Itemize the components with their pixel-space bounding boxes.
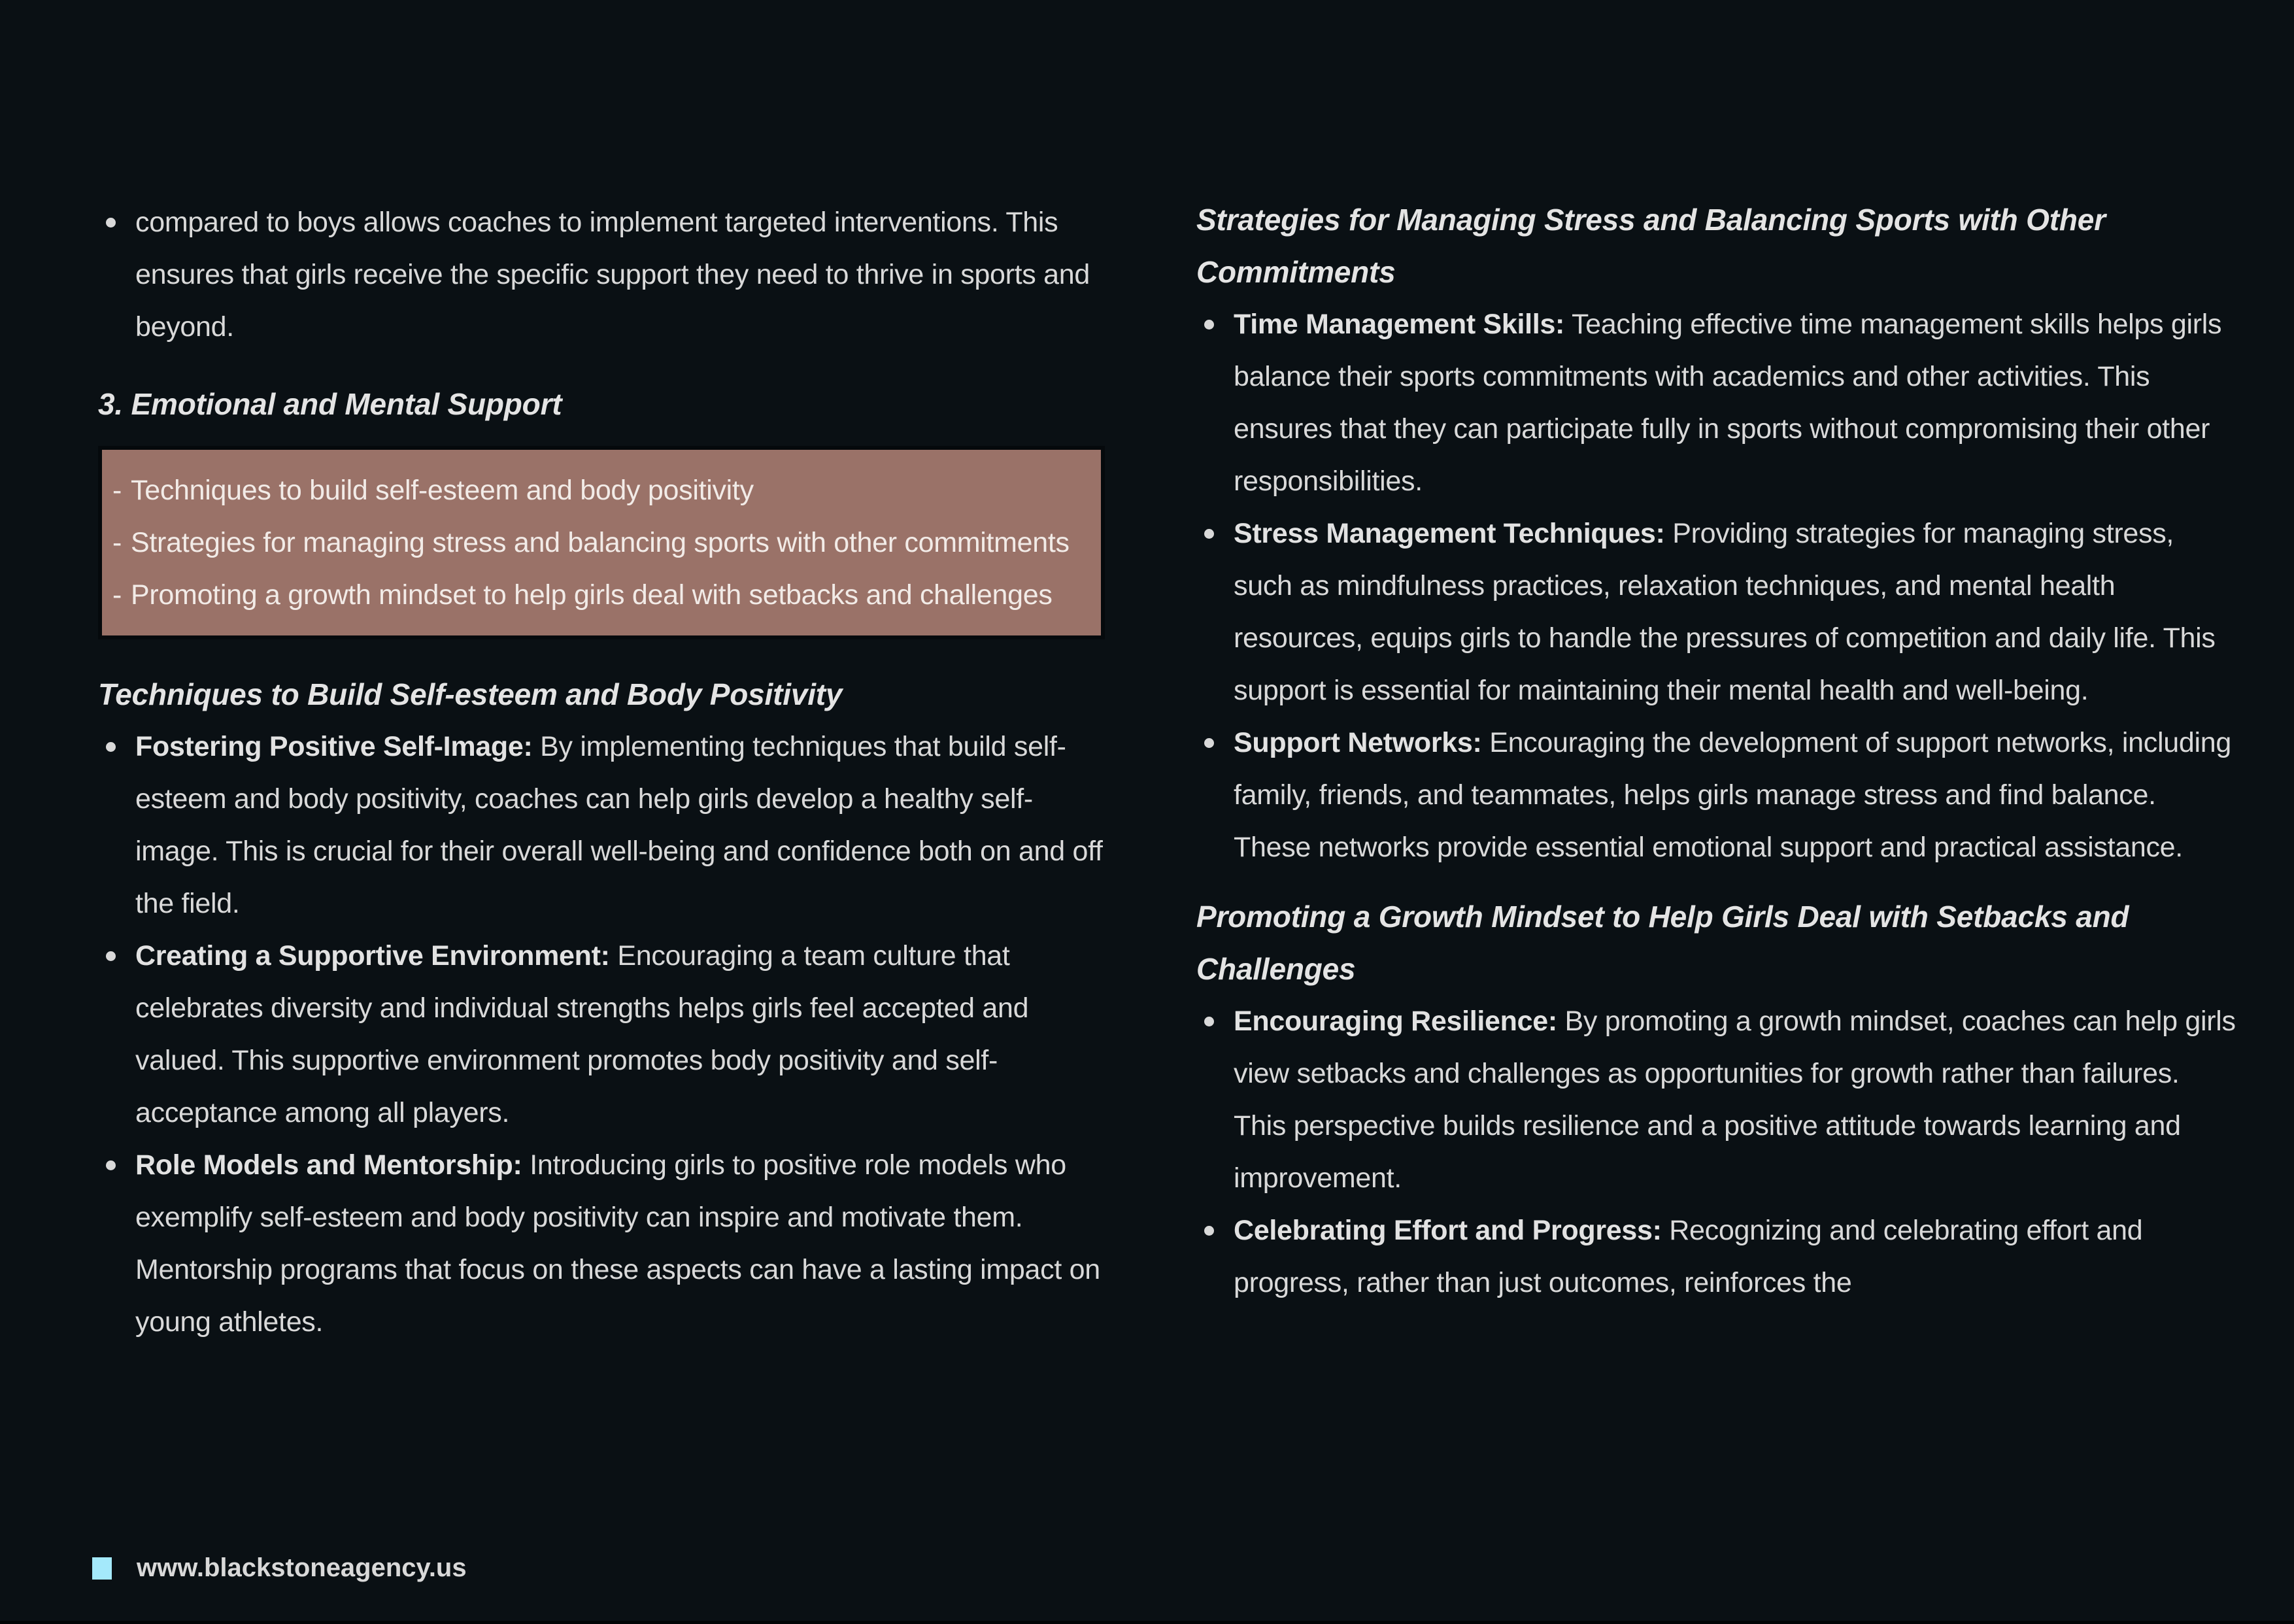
bullet-dot-icon xyxy=(106,742,116,752)
brand-square-icon xyxy=(92,1557,112,1580)
bullet-dot-icon xyxy=(1204,1226,1214,1236)
bullet-encouraging-resilience xyxy=(1196,995,2236,1204)
right-column xyxy=(1196,194,2236,1309)
bullet-label: Celebrating Effort and Progress: xyxy=(1234,1215,1662,1246)
bullet-label: Creating a Supportive Environment: xyxy=(135,940,610,972)
bullet-text xyxy=(1234,717,2236,873)
bullet-body: Introducing girls to positive role models who exemplify self-esteem and body positivity can inspire and motivate them. Mentorship programs that focus on these aspects can have a lasting impact on young athletes. xyxy=(135,1149,1100,1338)
highlight-item-text: Promoting a growth mindset to help girls deal with setbacks and challenges xyxy=(131,579,1053,611)
bullet-label: Stress Management Techniques: xyxy=(1234,518,1665,549)
bullet-text xyxy=(135,930,1105,1139)
intro-bullet-text: compared to boys allows coaches to implement targeted interventions. This ensures that girls receive the specific support they need to thrive in sports and beyond. xyxy=(135,207,1090,343)
bullet-body: Recognizing and celebrating effort and progress, rather than just outcomes, reinforces the xyxy=(1234,1215,2143,1298)
bullet-support-networks xyxy=(1196,717,2236,873)
left-column xyxy=(98,196,1105,1348)
bullet-time-management xyxy=(1196,298,2236,507)
bullet-label: Role Models and Mentorship: xyxy=(135,1149,522,1181)
bullet-label: Fostering Positive Self-Image: xyxy=(135,731,533,762)
bullet-dot-icon xyxy=(106,1160,116,1170)
dash-marker: - xyxy=(112,475,122,506)
bullet-text xyxy=(1234,995,2236,1204)
dash-marker: - xyxy=(112,527,122,558)
bullet-dot-icon xyxy=(1204,1017,1214,1026)
bullet-text xyxy=(1234,1204,2236,1309)
highlight-box xyxy=(98,446,1105,639)
highlight-item-text: Techniques to build self-esteem and body positivity xyxy=(131,475,754,506)
bullet-celebrating-effort xyxy=(1196,1204,2236,1309)
dash-marker: - xyxy=(112,579,122,611)
bullet-text xyxy=(1234,298,2236,507)
bullet-stress-management xyxy=(1196,507,2236,717)
bullet-body: Encouraging the development of support networks, including family, friends, and teammates, helps girls manage stress and find balance. These networks provide essential emotional support and practical assistance. xyxy=(1234,727,2231,863)
bullet-label: Support Networks: xyxy=(1234,727,1482,758)
bullet-label: Encouraging Resilience: xyxy=(1234,1006,1557,1037)
bullet-dot-icon xyxy=(1204,529,1214,539)
bullet-body: Teaching effective time management skills helps girls balance their sports commitments with academics and other activities. This ensures that they can participate fully in sports without compromising their other responsibilities. xyxy=(1234,309,2222,497)
bullet-text xyxy=(135,1139,1105,1348)
section-heading-growth-mindset: Promoting a Growth Mindset to Help Girls Deal with Setbacks and Challenges xyxy=(1196,900,2129,986)
bullet-body: Providing strategies for managing stress, such as mindfulness practices, relaxation techniques, and mental health resources, equips girls to handle the pressures of competition and daily life. This support is essential for maintaining their mental health and well-being. xyxy=(1234,518,2216,706)
bullet-label: Time Management Skills: xyxy=(1234,309,1565,340)
bullet-supportive-environment xyxy=(98,930,1105,1139)
section-heading-managing-stress: Strategies for Managing Stress and Balancing Sports with Other Commitments xyxy=(1196,203,2106,289)
footer xyxy=(92,1553,467,1583)
bullet-body: By promoting a growth mindset, coaches can help girls view setbacks and challenges as opportunities for growth rather than failures. This perspective builds resilience and a positive attitude towards learning and improvement. xyxy=(1234,1006,2236,1194)
bullet-body: Encouraging a team culture that celebrates diversity and individual strengths helps girls feel accepted and valued. This supportive environment promotes body positivity and self-acceptance among all players. xyxy=(135,940,1029,1128)
bullet-text xyxy=(135,720,1105,930)
highlight-item xyxy=(112,569,1083,621)
bullet-role-models xyxy=(98,1139,1105,1348)
bullet-dot-icon xyxy=(1204,320,1214,330)
bullet-dot-icon xyxy=(106,218,116,228)
highlight-item xyxy=(112,516,1083,569)
subsection-heading-techniques: Techniques to Build Self-esteem and Body Positivity xyxy=(98,677,843,711)
bullet-text xyxy=(1234,507,2236,717)
highlight-item-text: Strategies for managing stress and balancing sports with other commitments xyxy=(131,527,1070,558)
bullet-dot-icon xyxy=(106,951,116,961)
bullet-body: By implementing techniques that build self-esteem and body positivity, coaches can help girls develop a healthy self-image. This is crucial for their overall well-being and confidence both on and off the field. xyxy=(135,731,1103,919)
footer-website: www.blackstoneagency.us xyxy=(137,1553,467,1582)
bottom-edge-divider xyxy=(0,1621,2294,1624)
bullet-dot-icon xyxy=(1204,738,1214,748)
bullet-fostering-self-image xyxy=(98,720,1105,930)
highlight-item xyxy=(112,464,1083,516)
section-heading-emotional-support: 3. Emotional and Mental Support xyxy=(98,387,562,421)
intro-bullet xyxy=(98,196,1105,353)
